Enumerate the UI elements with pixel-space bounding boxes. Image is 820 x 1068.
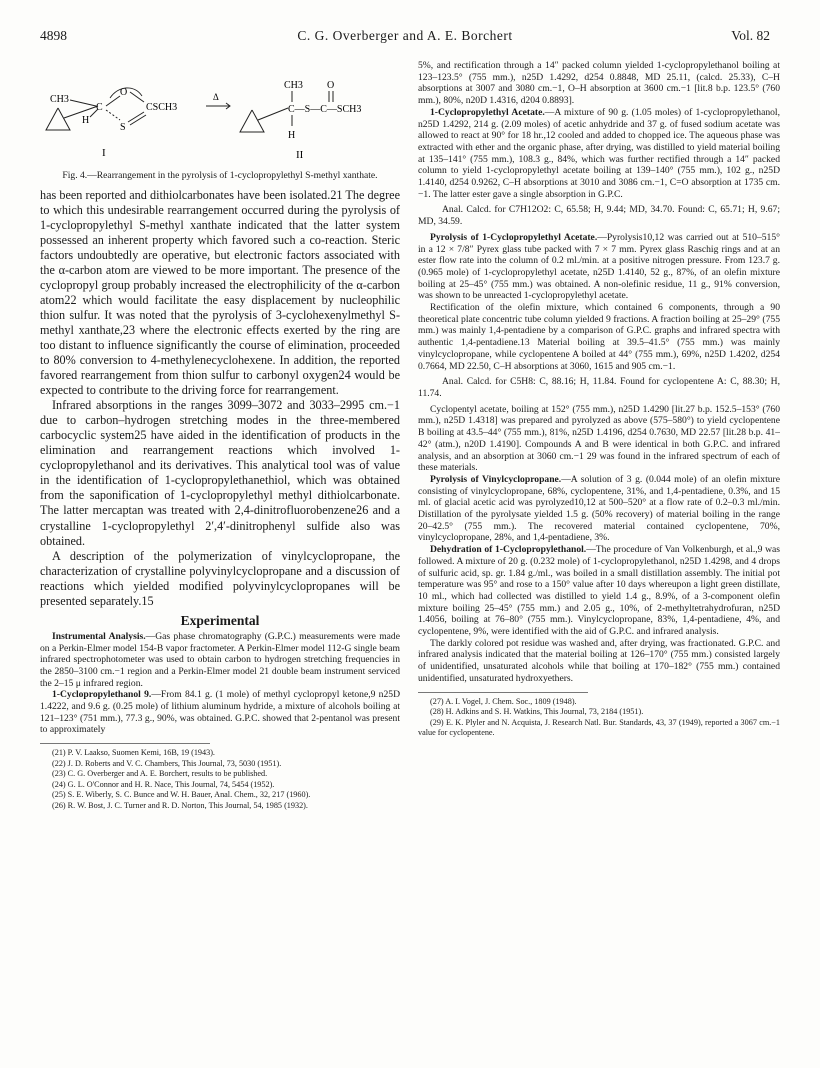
paragraph: The darkly colored pot residue was washed and, after drying, was fractionated. G.P.C. and infrared analysis indicated that the material boiling at 126–170° (755 mm.) consisted largely of unidentified, unsaturated alcohols while that boiling at 170–182° (755 mm.) contained unidentified, unsaturated hydroxyethers. [418,637,780,684]
label-o-1: O [120,87,128,98]
paragraph-text: —A mixture of 90 g. (1.05 moles) of 1-cyclopropylethanol, n25D 1.4292, 214 g. (2.09 moles) of acetic anhydride and 37 g. of fused sodium acetate was allowed to react at 90° for 18 hr.,12 cooled and added to chopped ice. The aqueous phase was extracted with ether and the organic phase, after drying, was distilled to yield material boiling at 135–141° (755 mm.), 108.3 g., 84%, which was further rectified through a 14″ packed column to yield 1-cyclopropylethyl acetate boiling at 139–140° (755 mm.), 102 g., n25D 1.4140, d254 0.9262, C–H absorptions at 3010 and 3086 cm.−1, C=O absorption at 1735 cm.−1. The latter ester gave a single absorption in G.P.C. [418,106,780,200]
footnote-separator [418,692,588,693]
label-delta: Δ [213,92,219,102]
figure-4 [40,60,400,168]
footnote: (24) G. L. O'Connor and H. R. Nace, This Journal, 74, 5454 (1952). [52,779,275,789]
paragraph [40,689,400,736]
paragraph: 5%, and rectification through a 14″ packed column yielded 1-cyclopropylethanol boiling at 123–123.5° (755 mm.), n25D 1.4292, d254 0.8848, MD 25.11, (calcd. 25.33), C–H absorptions at 3007 and 3080 cm.−1, O–H absorption at 3600 cm.−1 [lit.8 b.p. 123.5° (760 mm.), 80%, n20D 1.4316, d204 0.8893]. [418,60,780,107]
label-ch3-2: CH3 [284,80,303,91]
label-cs-1: CSCH3 [146,102,178,113]
footnote-separator [40,743,210,744]
analysis: Anal. Calcd. for C7H12O2: C, 65.58; H, 9.44; MD, 34.70. Found: C, 65.71; H, 9.67; MD, 34.59. [418,204,780,228]
run-in-heading: Pyrolysis of Vinylcyclopropane. [430,473,562,485]
paragraph: A description of the polymerization of vinylcyclopropane, the characterization of crystalline polyvinylcyclopropane and a discussion of reactions which yielded modified polyvinylcyclopropanes will be presented separately.15 [40,548,400,608]
label-h-2: H [288,130,296,141]
footnote: (29) E. K. Plyler and N. Acquista, J. Research Natl. Bur. Standards, 43, 37 (1949), reported a 3067 cm.−1 value for cyclopentene. [418,717,780,738]
header-authors: C. G. Overberger and A. E. Borchert [297,28,513,43]
paragraph: Rectification of the olefin mixture, which contained 6 components, through a 90 theoretical plate concentric tube column yielded 9 fractions. A fraction boiling at 25–29° (755 mm.) was mainly 1,4-pentadiene by a comparison of G.P.C. graphs and infrared spectra with authentic 1,4-pentadiene.13 Material boiling at 39.5–41.5° (755 mm.) was mainly vinylcyclopropane, while cyclopentene A boiled at 44° (755 mm.), 69%, n25D 1.4202, d254 0.7664, MD 22.50, C–H absorptions at 3060, 1615 and 905 cm.−1. [418,302,780,372]
footnote: (27) A. I. Vogel, J. Chem. Soc., 1809 (1948). [430,696,577,706]
paragraph-text: —A solution of 3 g. (0.044 mole) of an olefin mixture consisting of vinylcyclopropane, 68%, cyclopentene, 31%, and 1,4-pentadiene, 0.3%, and 15 ml. of glacial acetic acid was pyrolyzed10,12 at 500–520° at a flow rate of 0.2–0.3 ml./min. Distillation of the pyrolysate yielded 1.5 g. (50% recovery) of material boiling in the range 20–42.5° (755 mm.). The recovered material contained cyclopentene, 70%, vinylcyclopropane, 28%, and 1,4-pentadiene, 3%. [418,473,780,544]
paragraph [418,232,780,302]
footnote: (22) J. D. Roberts and V. C. Chambers, This Journal, 73, 5030 (1951). [52,758,282,768]
bond-s-c-double [130,115,146,125]
footnote: (21) P. V. Laakso, Suomen Kemi, 16B, 19 (1943). [52,748,215,758]
bond-s-c [128,112,144,122]
label-s-1: S [120,122,126,133]
paragraph: Cyclopentyl acetate, boiling at 152° (755 mm.), n25D 1.4290 [lit.27 b.p. 152.5–153° (760 mm.), n25D 1.4318] was prepared and pyrolyzed as above (575–580°) to yield cyclopentene B boiling at 43.5–44° (755 mm.), 81%, n25D 1.4196, d254 0.7630, MD 22.57 [lit.28 b.p. 41–42° (atm.), n20D 1.4190]. Compounds A and B were identical in both G.P.C. and infrared analysis, and an absorption at 3060 cm.−1 29 was found in the infrared spectrum of each of these materials. [418,403,780,474]
label-o-2: O [327,80,335,91]
paragraph [418,107,780,201]
cyclopropane-ring-2 [240,110,264,132]
section-heading: Experimental [180,612,260,628]
label-compound-2: II [296,149,304,161]
running-header [40,28,770,46]
paragraph: Infrared absorptions in the ranges 3099–3072 and 3033–2995 cm.−1 due to carbon–hydrogen stretching modes in the three-membered carbocyclic system25 have aided in the identification of products in the elimination and rearrangement reactions which involved 1-cyclopropylethanol and its derivatives. This analytical tool was of value in the identification of 1-cyclopropylethanethiol, which was obtained from the saponification of 1-cyclopropylethyl methyl dithiolcarbonate. The latter mercaptan was treated with 2,4-dinitrofluorobenzene26 and a crystalline 1-cyclopropylethyl 2′,4′-dinitrophenyl sulfide also was obtained. [40,398,400,548]
paragraph [418,474,780,544]
page-number: 4898 [40,28,67,43]
run-in-heading: 1-Cyclopropylethanol 9. [52,689,152,701]
bond-c-o [106,96,120,106]
label-compound-1: I [102,147,106,159]
paragraph-text: —From 84.1 g. (1 mole) of methyl cyclopropyl ketone,9 n25D 1.4222, and 9.6 g. (0.25 mole) of lithium aluminum hydride, a mixture of alcohols boiling at 121–123° (751 mm.), 77.3 g., 90%, was obtained. G.P.C. showed that 2-pentanol was present to approximately [40,689,400,736]
paragraph: has been reported and dithiolcarbonates have been isolated.21 The degree to which this undesirable rearrangement occurred during the pyrolysis of 1-cyclopropylethyl S-methyl xanthate indicated that the latter system possessed an inherent property which favored such a co-reaction. Steric factors undoubtedly are operative, but electronic factors associated with the α-carbon atom are viewed to be more important. The presence of the cyclopropyl group probably increased the electrophilicity of the α-carbon atom22 which would facilitate the easy displacement by nucleophilic thion sulfur. It was noted that the pyrolysis of 3-cyclohexenylmethyl S-methyl xanthate,23 where the electronic effects exerted by the ring are too distant to influence significantly the course of elimination, proceeded to 80% conversion to 4-methylenecyclohexene. In addition, the reported favored rearrangement from thion sulfur to carbonyl oxygen24 would be expected to contribute to the driving force for rearrangement. [40,187,400,398]
figure-caption: Fig. 4.—Rearrangement in the pyrolysis of 1-cyclopropylethyl S-methyl xanthate. [62,170,378,181]
right-column [418,60,780,1000]
rearrangement-scheme [40,60,400,168]
label-chain-2: C—S—C—SCH3 [288,104,362,115]
bond-ring-c1 [64,106,98,118]
label-c-1: C [96,102,103,113]
paragraph-text: —Gas phase chromatography (G.P.C.) measurements were made on a Perkin-Elmer model 154-B vapor fractometer. A Perkin-Elmer model 112-G single beam infrared spectrophotometer was used to obtain carbon to hydrogen stretching frequencies in the 2850–3100 cm.−1 region and a Perkin-Elmer model 21 double beam instrument serviced the 2–15 μ infrared region. [40,630,400,689]
paragraph-text: —Pyrolysis10,12 was carried out at 510–515° in a 12 × 7/8″ Pyrex glass tube packed with 7 × 7 mm. Pyrex glass Raschig rings and at an ester flow rate into the column of 0.2 ml./min. at a positive nitrogen pressure. From 123.7 g. (0.965 mole) of 1-cyclopropylethyl acetate, n25D 1.4140, 52 g., 87%, of an olefin mixture boiling at 25–45° (755 mm.) was obtained. A non-olefinic residue, 11 g., 91% conversion, was shown to be unreacted 1-cyclopropylethyl acetate. [418,231,780,302]
left-column [40,60,400,1000]
footnote: (26) R. W. Bost, J. C. Turner and R. D. Norton, This Journal, 54, 1985 (1932). [52,800,308,810]
footnotes [40,748,400,811]
run-in-heading: 1-Cyclopropylethyl Acetate. [430,106,545,118]
bond-ring-c2 [258,108,288,120]
header-volume: Vol. 82 [731,28,770,43]
footnote: (28) H. Adkins and S. H. Watkins, This Journal, 73, 2184 (1951). [430,707,644,717]
bond-ch3-1 [70,100,96,106]
paragraph [40,631,400,690]
paragraph-text: —The procedure of Van Volkenburgh, et al.,9 was followed. A mixture of 20 g. (0.232 mole) of 1-cyclopropylethanol, n25D 1.4298, and 4 drops of sulfuric acid, sp. gr. 1.84 g./ml., was boiled in a small distillation assembly. The initial pot temperature was 95° and rose to a 150° value after 10 days whereupon a light green distillate, 10 ml., which had collected was distilled to yield 1.4 g., 8.9%, of a 3-component olefin mixture boiling 25–45° (755 mm.) and 2.05 g., 10%, of 2-methyltetrahydrofuran, n25D 1.4056, boiling at 76–80° (755 mm.). Vinylcyclopropane, 83%, 1,4-pentadiene, 4%, and cyclopentene, 9%, were identified with the aid of G.P.C. and infrared analysis. [418,544,780,638]
label-ch3-1: CH3 [50,94,69,105]
paragraph [418,544,780,638]
bond-dashed-s [106,110,120,120]
run-in-heading: Dehydration of 1-Cyclopropylethanol. [430,544,587,556]
footnote: (23) C. G. Overberger and A. E. Borchert, results to be published. [52,769,268,779]
cyclopropane-ring-1 [46,108,70,130]
bond-o-c [130,92,144,102]
footnote: (25) S. E. Wiberly, S. C. Bunce and W. H. Bauer, Anal. Chem., 32, 217 (1960). [52,790,311,800]
run-in-heading: Pyrolysis of 1-Cyclopropylethyl Acetate. [430,231,598,243]
run-in-heading: Instrumental Analysis. [52,630,146,642]
analysis: Anal. Calcd. for C5H8: C, 88.16; H, 11.84. Found for cyclopentene A: C, 88.30; H, 11.74. [418,376,780,399]
label-h-1: H [82,115,90,126]
footnotes [418,697,780,739]
